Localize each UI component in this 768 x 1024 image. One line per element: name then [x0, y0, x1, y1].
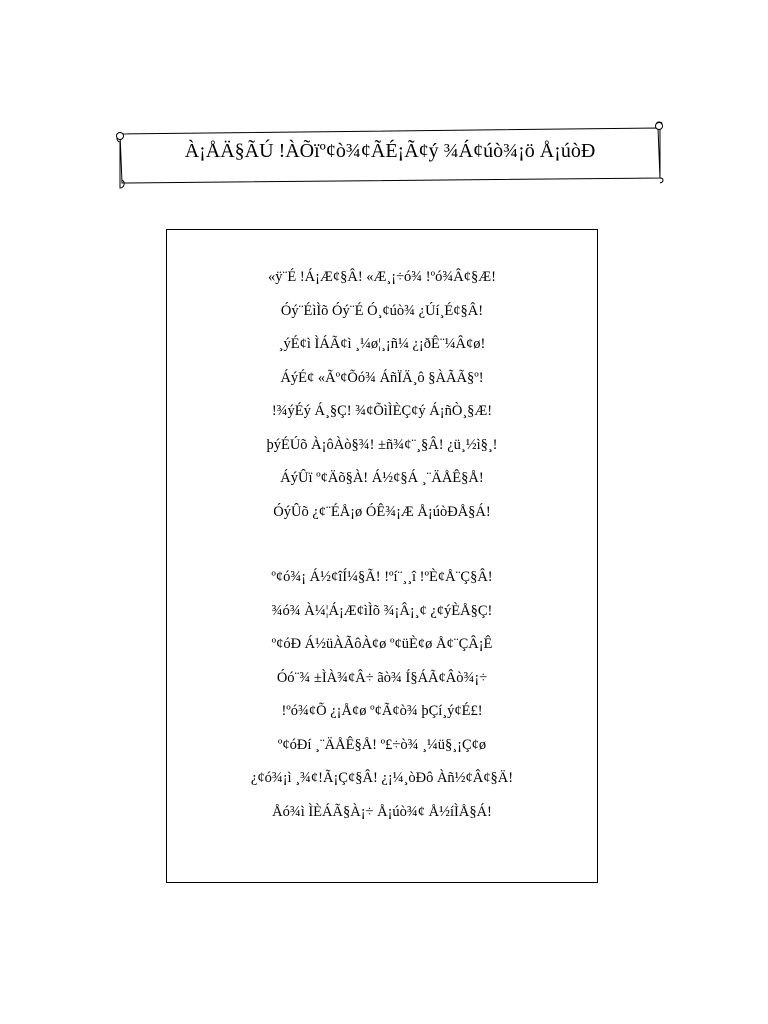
poem-line: Óý¨ÉìÌõ Óý¨É Ó¸¢úò¾ ¿Úí¸É¢§Â! — [280, 302, 484, 319]
poem-line: «ÿ¨É !Á¡Æ¢§Â! «Æ¸¡÷ó¾ !ºó¾Â¢§Æ! — [268, 269, 496, 285]
poem-frame — [166, 229, 598, 883]
poem-line: ÁýÛï º¢Äõ§À! Á½¢§Á ¸¨ÄÅÊ§Å! — [280, 470, 484, 486]
poem-line: !¾ýÉý Á¸§Ç! ¾¢ÕìÌÈÇ¢ý Á¡ñÒ¸§Æ! — [271, 403, 493, 419]
title-scroll-banner — [110, 120, 670, 190]
poem-line: ¾ó¾ À¼¦Á¡Æ¢ìÌõ ¾¡Â¡¸¢ ¿¢ýÈÅ§Ç! — [271, 602, 493, 619]
poem-line: º¢ó¾¡ Á½¢îÍ¼§Ã! !ºí¨¸¸î !ºÈ¢Å¨Ç§Â! — [271, 569, 493, 585]
poem-line: Åó¾ì ÌÈÁÃ§À¡÷ Å¡úò¾¢ Å½íÌÅ§Á! — [272, 803, 492, 820]
poem-line: !ºó¾¢Õ ¿¡Å¢ø º¢Ã¢ò¾ þÇí¸ý¢É£! — [281, 703, 483, 719]
poem-line: Óó¨¾ ±ÌÀ¾¢Â÷ ãò¾ Í§ÁÃ¢Âò¾¡÷ — [276, 669, 488, 686]
poem-line: ¸ýÉ¢ì ÌÁÃ¢ì ¸¼ø¦¸¡ñ¼ ¿¡ðÊ¨¼Â¢ø! — [278, 336, 486, 352]
stanza-1 — [167, 267, 597, 535]
document-title: À¡ÅÄ§ÃÚ !ÀÕïº¢ò¾¢ÃÉ¡Ã¢ý ¾Á¢úò¾¡ö Å¡úòÐ — [184, 140, 596, 162]
poem-line: ÓýÛõ ¿¢¨ÉÅ¡ø ÓÊ¾¡Æ Å¡úòÐÅ§Á! — [273, 503, 491, 520]
poem-line: ÁýÉ¢ «Ãº¢Õó¾ ÁñÏÄ¸ô §ÀÃÃ§º! — [280, 369, 484, 386]
stanza-2 — [167, 567, 597, 835]
poem-line: º¢óÐ Á½üÀÃôÀ¢ø º¢üÈ¢ø Å¢¨ÇÂ¡Ê — [271, 636, 493, 652]
poem-line: º¢óÐí ¸¨ÄÅÊ§Å! º£÷ò¾ ¸¼ü§¸¡Ç¢ø — [277, 736, 487, 753]
poem-line: ¿¢ó¾¡ì ¸¾¢!Ã¡Ç¢§Â! ¿¡¼¸òÐô Àñ½¢Â¢§Ä! — [250, 770, 514, 786]
poem-line: þýÉÚõ À¡ôÀò§¾! ±ñ¾¢¨¸§Â! ¿ü¸½ì§¸! — [266, 436, 498, 453]
